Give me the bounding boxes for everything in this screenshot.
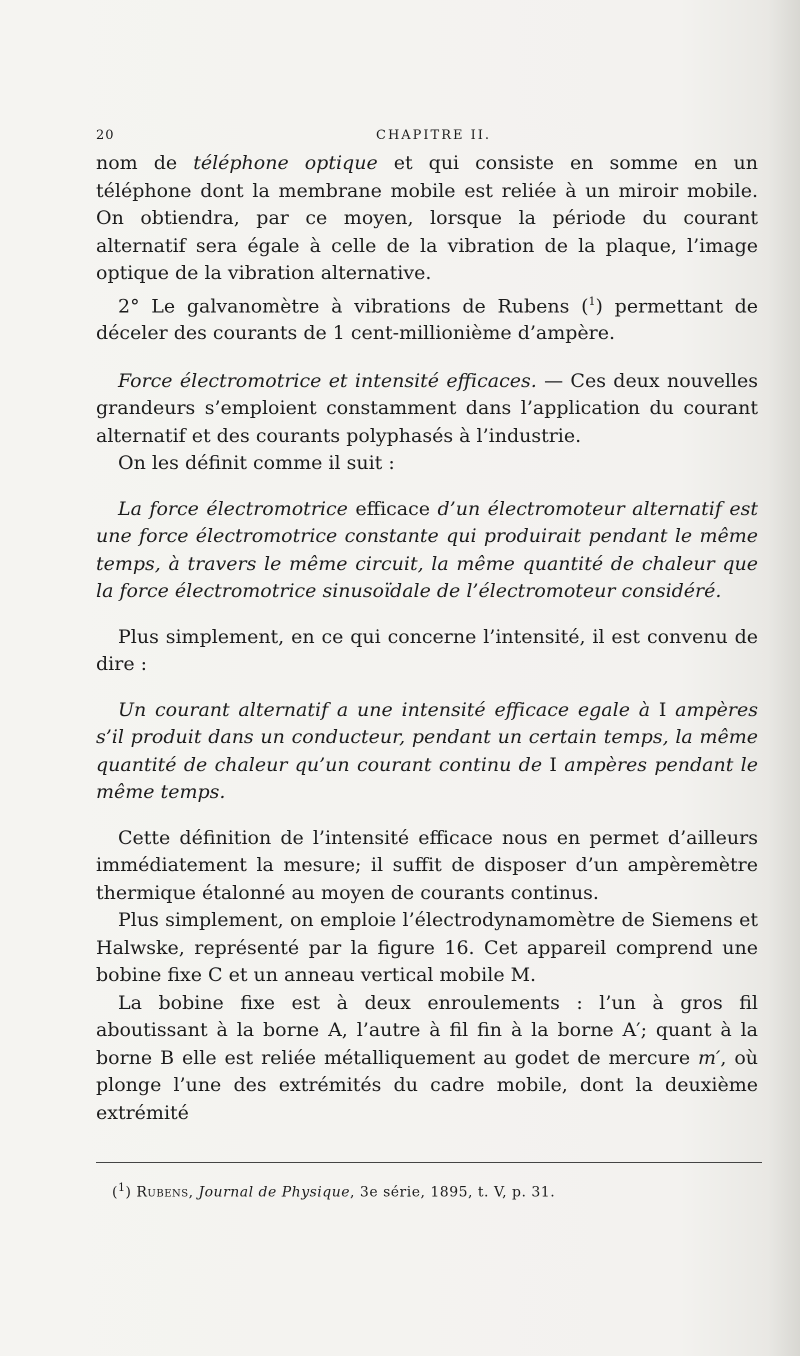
- text-run: Plus simplement, on emploie l’électrodynamomètre de Siemens et Halwske, représenté par la figure 16. Cet appareil comprend une bobine fixe C et un anneau vertical mobile M.: [96, 909, 758, 987]
- text-run: ,: [188, 1184, 199, 1201]
- paragraph: [96, 624, 758, 679]
- paragraph: [96, 907, 758, 990]
- text-run: On les définit comme il suit :: [118, 452, 395, 475]
- footnote-journal: Journal de Physique: [198, 1184, 351, 1201]
- italic-term: téléphone optique: [193, 152, 378, 174]
- symbol-I: I: [658, 698, 667, 721]
- running-head: CHAPITRE II.: [376, 128, 492, 143]
- definition-paragraph: [96, 496, 758, 606]
- symbol-I: I: [549, 753, 557, 776]
- section-paragraph: [96, 368, 758, 451]
- footnote-reference: , 3e série, 1895, t. V, p. 31.: [350, 1184, 556, 1201]
- page-header: [96, 128, 756, 152]
- text-run: et qui consiste en somme en un téléphone dont la membrane mobile est reliée à un miroir mobile. On obtiendra, par ce moyen, lorsque la période du courant alternatif sera égale à celle de la vibration de la plaque, l’image optique de la vibration alternative.: [96, 152, 758, 284]
- footnote-marker: 1: [117, 1181, 126, 1194]
- page-number: 20: [96, 128, 115, 143]
- paragraph: [96, 150, 758, 288]
- text-run: efficace: [347, 497, 438, 520]
- italic-text: La force électromotrice: [118, 497, 348, 520]
- paragraph: [96, 288, 758, 348]
- section-heading: Force électromotrice et intensité efficaces.: [118, 369, 537, 392]
- text-run: Cette définition de l’intensité efficace nous en permet d’ailleurs immédiatement la mesure; il suffit de disposer d’un ampèremètre thermique étalonné au moyen de courants continus.: [96, 826, 758, 904]
- footnote: ($^1$) Rubens, Journal de Physique, 3e série, 1895, t. V, p. 31.: [112, 1181, 556, 1201]
- text-run: 2° Le galvanomètre à vibrations de Rubens (: [118, 294, 589, 317]
- text-run: La bobine fixe est à deux enroulements : l’un à gros fil aboutissant à la borne A, l’autre à fil fin à la borne A′; quant à la borne B elle est reliée métalliquement au godet de mercure: [96, 991, 758, 1069]
- paragraph: [96, 990, 758, 1128]
- footnote-author: Rubens: [136, 1184, 189, 1201]
- paragraph: [96, 450, 758, 478]
- italic-symbol: m′: [698, 1046, 721, 1069]
- italic-text: ampères s’il produit dans un conducteur, pendant un certain temps, la même quantité de chaleur qu’un courant continu de: [96, 698, 758, 776]
- italic-text: ampères pendant le même temps.: [96, 753, 758, 804]
- text-run: nom de: [96, 152, 194, 174]
- text-run: Plus simplement, en ce qui concerne l’intensité, il est convenu de dire :: [96, 625, 758, 676]
- body-text: [96, 150, 758, 1127]
- footnote-divider: [96, 1162, 762, 1163]
- italic-text: Un courant alternatif a une intensité efficace egale à: [118, 698, 659, 721]
- text-run: — Ces deux nouvelles grandeurs s’emploient constamment dans l’application du courant alternatif et des courants polyphasés à l’industrie.: [96, 369, 758, 447]
- footnote-ref: 1: [588, 294, 596, 308]
- definition-paragraph: [96, 697, 758, 807]
- text-run: ) permettant de déceler des courants de 1 cent-millionième d’ampère.: [96, 294, 759, 345]
- paragraph: [96, 825, 758, 908]
- italic-text: d’un électromoteur alternatif est une force électromotrice constante qui produirait pendant le même temps, à travers le même circuit, la même quantité de chaleur que la force électromotrice sinusoïdale de l’électromoteur considéré.: [96, 497, 758, 603]
- text-run: , où plonge l’une des extrémités du cadre mobile, dont la deuxième extrémité: [96, 1046, 758, 1124]
